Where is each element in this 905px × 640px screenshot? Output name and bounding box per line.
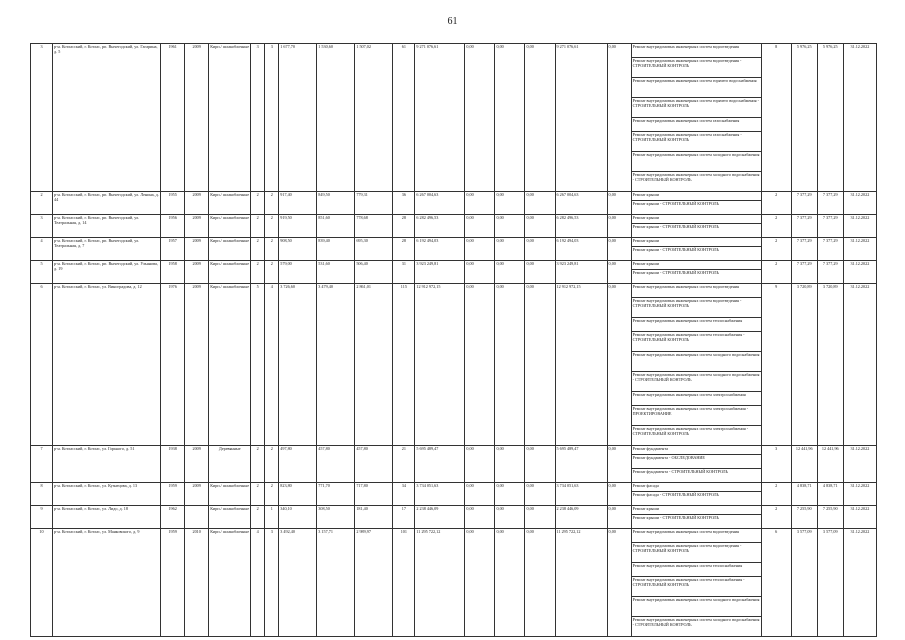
wall-material-cell: Кирп./ шлакоблочные: [209, 238, 251, 261]
entrances-cell: 2: [265, 446, 279, 483]
work-type-cell: Ремонт внутридомовых инженерных систем водоотведения - СТРОИТЕЛЬНЫЙ КОНТРОЛЬ: [631, 298, 761, 318]
area-living-cell: 839,40: [317, 238, 355, 261]
area-living-cell: 771,70: [317, 483, 355, 506]
work-type-cell: Ремонт внутридомовых инженерных систем газоснабжения: [631, 118, 761, 132]
area-living-cell: 3 157,71: [317, 529, 355, 637]
area-total-cell: 823,80: [279, 483, 317, 506]
fund-municipal-cell: 0,00: [525, 529, 555, 637]
page-number: 61: [447, 16, 458, 27]
area-living-cell: 531,60: [317, 261, 355, 284]
fund-regional-cell: 0,00: [495, 44, 525, 192]
fund-federal-cell: 0,00: [465, 446, 495, 483]
entrances-cell: 2: [265, 261, 279, 284]
row-number: 3: [31, 44, 53, 192]
floors-cell: 2: [251, 261, 265, 284]
floors-cell: 2: [251, 483, 265, 506]
cost-per-m2-max-cell: 5 976,25: [817, 44, 843, 192]
cost-total-cell: 11 295 722,12: [415, 529, 465, 637]
year-privatized-cell: [185, 506, 209, 529]
fund-municipal-cell: 0,00: [525, 238, 555, 261]
entrances-cell: 3: [265, 529, 279, 637]
wall-material-cell: Деревянные: [209, 446, 251, 483]
deadline-cell: 31.12.2022: [843, 44, 876, 192]
deadline-cell: 31.12.2022: [843, 215, 876, 238]
cost-per-m2-max-cell: 7 377,29: [817, 238, 843, 261]
year-built-cell: 1938: [161, 446, 185, 483]
wall-material-cell: Кирп./ шлакоблочные: [209, 529, 251, 637]
area-total-cell: 3 726,60: [279, 284, 317, 446]
fund-federal-cell: 0,00: [465, 192, 495, 215]
row-number: 7: [31, 446, 53, 483]
work-count-cell: 6: [761, 529, 791, 637]
address-cell: р-н. Котласский, г. Котлас, ул. Кузнецова, д. 13: [53, 483, 161, 506]
cost-total-cell: 12 912 972,15: [415, 284, 465, 446]
work-type-cell: Ремонт внутридомовых инженерных систем газоснабжения - СТРОИТЕЛЬНЫЙ КОНТРОЛЬ: [631, 132, 761, 152]
cost-total-cell: 6 192 494,03: [415, 238, 465, 261]
fund-owners-cell: 6 267 004,63: [555, 192, 607, 215]
floors-cell: 4: [251, 529, 265, 637]
area-total-cell: 340,10: [279, 506, 317, 529]
work-type-cell: Ремонт внутридомовых инженерных систем электроснабжения - СТРОИТЕЛЬНЫЙ КОНТРОЛЬ: [631, 426, 761, 446]
work-count-cell: 2: [761, 215, 791, 238]
work-type-cell: Ремонт крыши: [631, 215, 761, 224]
row-number: 4: [31, 238, 53, 261]
fund-federal-cell: 0,00: [465, 529, 495, 637]
residents-cell: 34: [393, 483, 415, 506]
work-type-cell: Ремонт внутридомовых инженерных систем водоотведения: [631, 529, 761, 543]
floors-cell: 2: [251, 215, 265, 238]
row-number: 5: [31, 261, 53, 284]
fund-other-cell: 0,00: [607, 238, 631, 261]
cost-per-m2-cell: 7 377,29: [791, 261, 817, 284]
fund-owners-cell: 5 695 489,47: [555, 446, 607, 483]
register-table-body: [31, 44, 877, 637]
floors-cell: 2: [251, 446, 265, 483]
work-count-cell: 2: [761, 483, 791, 506]
work-type-cell: Ремонт фасада: [631, 483, 761, 492]
fund-municipal-cell: 0,00: [525, 446, 555, 483]
deadline-cell: 31.12.2022: [843, 284, 876, 446]
work-count-cell: 2: [761, 506, 791, 529]
year-built-cell: 1957: [161, 238, 185, 261]
fund-other-cell: 0,00: [607, 261, 631, 284]
work-type-cell: Ремонт внутридомовых инженерных систем электроснабжения: [631, 392, 761, 406]
cost-per-m2-cell: 7 255,90: [791, 506, 817, 529]
cost-per-m2-max-cell: 7 377,29: [817, 261, 843, 284]
deadline-cell: 31.12.2022: [843, 238, 876, 261]
area-residential-cell: 181,40: [355, 506, 393, 529]
fund-regional-cell: 0,00: [495, 192, 525, 215]
fund-regional-cell: 0,00: [495, 506, 525, 529]
work-count-cell: 8: [761, 44, 791, 192]
fund-regional-cell: 0,00: [495, 284, 525, 446]
residents-cell: 21: [393, 446, 415, 483]
work-type-cell: Ремонт внутридомовых инженерных систем водоотведения: [631, 44, 761, 58]
entrances-cell: 2: [265, 192, 279, 215]
cost-per-m2-max-cell: 7 255,90: [817, 506, 843, 529]
cost-total-cell: 6 282 496,53: [415, 215, 465, 238]
year-privatized-cell: 2009: [185, 483, 209, 506]
fund-owners-cell: 9 271 076,61: [555, 44, 607, 192]
entrances-cell: 2: [265, 238, 279, 261]
work-type-cell: Ремонт фундамента - ОБСЛЕДОВАНИЕ: [631, 455, 761, 469]
work-type-cell: Ремонт внутридомовых инженерных систем водоотведения - СТРОИТЕЛЬНЫЙ КОНТРОЛЬ: [631, 58, 761, 78]
residents-cell: 101: [393, 529, 415, 637]
cost-per-m2-cell: 7 377,29: [791, 192, 817, 215]
row-number: 8: [31, 483, 53, 506]
table-row: [31, 284, 877, 298]
table-row: [31, 529, 877, 543]
deadline-cell: 31.12.2022: [843, 529, 876, 637]
address-cell: р-н. Котласский, г. Котлас, рп. Вычегодский, ул. Театральная, д. 7: [53, 238, 161, 261]
work-type-cell: Ремонт фасада - СТРОИТЕЛЬНЫЙ КОНТРОЛЬ: [631, 492, 761, 506]
area-total-cell: 497,80: [279, 446, 317, 483]
area-residential-cell: 779,31: [355, 192, 393, 215]
work-type-cell: Ремонт крыши: [631, 506, 761, 515]
entrances-cell: 2: [265, 483, 279, 506]
area-total-cell: 917,40: [279, 192, 317, 215]
area-residential-cell: 2 861,01: [355, 284, 393, 446]
fund-other-cell: 0,00: [607, 529, 631, 637]
year-privatized-cell: 2009: [185, 446, 209, 483]
table-row: [31, 446, 877, 455]
year-built-cell: 1959: [161, 483, 185, 506]
fund-regional-cell: 0,00: [495, 483, 525, 506]
cost-per-m2-max-cell: 3 577,09: [817, 529, 843, 637]
area-total-cell: 908,50: [279, 238, 317, 261]
address-cell: р-н. Котласский, г. Котлас, рп. Вычегодский, ул. Театральная, д. 14: [53, 215, 161, 238]
residents-cell: 115: [393, 284, 415, 446]
work-type-cell: Ремонт крыши - СТРОИТЕЛЬНЫЙ КОНТРОЛЬ: [631, 247, 761, 261]
floors-cell: 2: [251, 506, 265, 529]
fund-federal-cell: 0,00: [465, 44, 495, 192]
fund-municipal-cell: 0,00: [525, 261, 555, 284]
fund-other-cell: 0,00: [607, 44, 631, 192]
fund-other-cell: 0,00: [607, 483, 631, 506]
work-count-cell: 3: [761, 446, 791, 483]
work-type-cell: Ремонт фундамента - СТРОИТЕЛЬНЫЙ КОНТРОЛЬ: [631, 469, 761, 483]
table-row: [31, 44, 877, 58]
area-total-cell: 3 492,40: [279, 529, 317, 637]
row-number: 3: [31, 215, 53, 238]
year-built-cell: 1976: [161, 284, 185, 446]
cost-total-cell: 6 267 004,63: [415, 192, 465, 215]
residents-cell: 61: [393, 44, 415, 192]
wall-material-cell: Кирп./ шлакоблочные: [209, 44, 251, 192]
work-type-cell: Ремонт внутридомовых инженерных систем водоотведения: [631, 284, 761, 298]
fund-owners-cell: 11 295 722,12: [555, 529, 607, 637]
work-type-cell: Ремонт крыши: [631, 238, 761, 247]
fund-municipal-cell: 0,00: [525, 215, 555, 238]
fund-federal-cell: 0,00: [465, 215, 495, 238]
cost-per-m2-cell: 5 976,25: [791, 44, 817, 192]
year-privatized-cell: 2010: [185, 529, 209, 637]
fund-owners-cell: 6 282 496,53: [555, 215, 607, 238]
fund-owners-cell: 2 238 446,09: [555, 506, 607, 529]
entrances-cell: 1: [265, 506, 279, 529]
deadline-cell: 31.12.2022: [843, 261, 876, 284]
work-type-cell: Ремонт внутридомовых инженерных систем теплоснабжения - СТРОИТЕЛЬНЫЙ КОНТРОЛЬ: [631, 577, 761, 597]
cost-per-m2-cell: 4 838,71: [791, 483, 817, 506]
work-type-cell: Ремонт внутридомовых инженерных систем холодного водоснабжения - СТРОИТЕЛЬНЫЙ КОНТРОЛЬ: [631, 172, 761, 192]
fund-other-cell: 0,00: [607, 192, 631, 215]
year-privatized-cell: 2009: [185, 261, 209, 284]
fund-federal-cell: 0,00: [465, 506, 495, 529]
area-living-cell: 3 479,40: [317, 284, 355, 446]
wall-material-cell: Кирп./ шлакоблочные: [209, 215, 251, 238]
work-type-cell: Ремонт внутридомовых инженерных систем электроснабжения - ПРОЕКТИРОВАНИЕ: [631, 406, 761, 426]
deadline-cell: 31.12.2022: [843, 192, 876, 215]
work-type-cell: Ремонт крыши: [631, 261, 761, 270]
floors-cell: 2: [251, 192, 265, 215]
year-privatized-cell: 2009: [185, 192, 209, 215]
year-privatized-cell: 2009: [185, 44, 209, 192]
year-privatized-cell: 2009: [185, 215, 209, 238]
year-built-cell: 1958: [161, 261, 185, 284]
cost-total-cell: 9 271 076,61: [415, 44, 465, 192]
year-built-cell: 1962: [161, 506, 185, 529]
table-row: [31, 261, 877, 270]
year-built-cell: 1955: [161, 192, 185, 215]
area-living-cell: 308,50: [317, 506, 355, 529]
fund-municipal-cell: 0,00: [525, 44, 555, 192]
cost-per-m2-cell: 7 377,29: [791, 238, 817, 261]
area-residential-cell: 457,80: [355, 446, 393, 483]
work-type-cell: Ремонт внутридомовых инженерных систем теплоснабжения: [631, 318, 761, 332]
area-living-cell: 851,60: [317, 215, 355, 238]
wall-material-cell: Кирп./ шлакоблочные: [209, 483, 251, 506]
year-built-cell: 1956: [161, 215, 185, 238]
table-row: [31, 483, 877, 492]
fund-municipal-cell: 0,00: [525, 284, 555, 446]
fund-federal-cell: 0,00: [465, 284, 495, 446]
work-type-cell: Ремонт внутридомовых инженерных систем холодного водоснабжения - СТРОИТЕЛЬНЫЙ КОНТРОЛЬ: [631, 617, 761, 637]
cost-per-m2-cell: 7 377,29: [791, 215, 817, 238]
entrances-cell: 4: [265, 284, 279, 446]
floors-cell: 5: [251, 284, 265, 446]
address-cell: р-н. Котласский, г. Котлас, рп. Вычегодский, ул. Гагарина, д. 5: [53, 44, 161, 192]
year-built-cell: 1959: [161, 529, 185, 637]
work-count-cell: 2: [761, 261, 791, 284]
deadline-cell: 31.12.2022: [843, 506, 876, 529]
address-cell: р-н. Котласский, г. Котлас, рп. Вычегодский, ул. Ульянова, д. 19: [53, 261, 161, 284]
cost-per-m2-max-cell: 4 838,71: [817, 483, 843, 506]
fund-other-cell: 0,00: [607, 284, 631, 446]
fund-federal-cell: 0,00: [465, 483, 495, 506]
work-type-cell: Ремонт внутридомовых инженерных систем холодного водоснабжения - СТРОИТЕЛЬНЫЙ КОНТРОЛЬ: [631, 372, 761, 392]
address-cell: р-н. Котласский, г. Котлас, ул. Горького, д. 51: [53, 446, 161, 483]
area-total-cell: 1 677,70: [279, 44, 317, 192]
work-count-cell: 2: [761, 238, 791, 261]
work-type-cell: Ремонт внутридомовых инженерных систем теплоснабжения - СТРОИТЕЛЬНЫЙ КОНТРОЛЬ: [631, 332, 761, 352]
fund-other-cell: 0,00: [607, 215, 631, 238]
area-residential-cell: 506,40: [355, 261, 393, 284]
wall-material-cell: Кирп./ шлакоблочные: [209, 192, 251, 215]
table-row: [31, 192, 877, 201]
floors-cell: 3: [251, 44, 265, 192]
table-row: [31, 215, 877, 224]
row-number: 10: [31, 529, 53, 637]
row-number: 6: [31, 284, 53, 446]
year-privatized-cell: 2009: [185, 238, 209, 261]
cost-total-cell: 3 734 051,63: [415, 483, 465, 506]
entrances-cell: 3: [265, 44, 279, 192]
address-cell: р-н. Котласский, г. Котлас, ул. Лидо, д. 18: [53, 506, 161, 529]
wall-material-cell: Кирп./ шлакоблочные: [209, 261, 251, 284]
year-privatized-cell: 2009: [185, 284, 209, 446]
fund-regional-cell: 0,00: [495, 215, 525, 238]
cost-per-m2-max-cell: 12 441,96: [817, 446, 843, 483]
area-residential-cell: 695,30: [355, 238, 393, 261]
work-type-cell: Ремонт внутридомовых инженерных систем холодного водоснабжения: [631, 152, 761, 172]
fund-regional-cell: 0,00: [495, 261, 525, 284]
area-total-cell: 919,50: [279, 215, 317, 238]
table-row: [31, 506, 877, 515]
fund-owners-cell: 12 912 972,15: [555, 284, 607, 446]
work-type-cell: Ремонт внутридомовых инженерных систем холодного водоснабжения: [631, 597, 761, 617]
wall-material-cell: Кирп./ шлакоблочные: [209, 506, 251, 529]
work-type-cell: Ремонт крыши - СТРОИТЕЛЬНЫЙ КОНТРОЛЬ: [631, 515, 761, 529]
residents-cell: 36: [393, 192, 415, 215]
work-type-cell: Ремонт внутридомовых инженерных систем водоотведения - СТРОИТЕЛЬНЫЙ КОНТРОЛЬ: [631, 543, 761, 563]
area-living-cell: 1 530,60: [317, 44, 355, 192]
fund-regional-cell: 0,00: [495, 529, 525, 637]
address-cell: р-н. Котласский, г. Котлас, ул. Виноградова, д. 12: [53, 284, 161, 446]
cost-per-m2-max-cell: 7 377,29: [817, 215, 843, 238]
fund-owners-cell: 3 923 249,81: [555, 261, 607, 284]
work-type-cell: Ремонт крыши - СТРОИТЕЛЬНЫЙ КОНТРОЛЬ: [631, 270, 761, 284]
work-type-cell: Ремонт крыши - СТРОИТЕЛЬНЫЙ КОНТРОЛЬ: [631, 201, 761, 215]
fund-regional-cell: 0,00: [495, 446, 525, 483]
cost-total-cell: 5 695 489,47: [415, 446, 465, 483]
area-residential-cell: 1 507,02: [355, 44, 393, 192]
row-number: 2: [31, 192, 53, 215]
deadline-cell: 31.12.2022: [843, 483, 876, 506]
fund-other-cell: 0,00: [607, 446, 631, 483]
address-cell: р-н. Котласский, г. Котлас, ул. Маяковского, д. 9: [53, 529, 161, 637]
residents-cell: 17: [393, 506, 415, 529]
fund-municipal-cell: 0,00: [525, 192, 555, 215]
fund-owners-cell: 6 192 494,03: [555, 238, 607, 261]
wall-material-cell: Кирп./ шлакоблочные: [209, 284, 251, 446]
capital-repair-register-table: [30, 43, 877, 637]
cost-per-m2-max-cell: 7 377,29: [817, 192, 843, 215]
deadline-cell: 31.12.2022: [843, 446, 876, 483]
area-residential-cell: 2 989,97: [355, 529, 393, 637]
table-row: [31, 238, 877, 247]
work-type-cell: Ремонт внутридомовых инженерных систем теплоснабжения: [631, 563, 761, 577]
cost-total-cell: 3 923 249,81: [415, 261, 465, 284]
fund-federal-cell: 0,00: [465, 238, 495, 261]
work-count-cell: 9: [761, 284, 791, 446]
area-living-cell: 457,80: [317, 446, 355, 483]
fund-municipal-cell: 0,00: [525, 506, 555, 529]
work-type-cell: Ремонт внутридомовых инженерных систем холодного водоснабжения: [631, 352, 761, 372]
area-living-cell: 849,50: [317, 192, 355, 215]
entrances-cell: 2: [265, 215, 279, 238]
work-count-cell: 2: [761, 192, 791, 215]
work-type-cell: Ремонт внутридомовых инженерных систем горячего водоснабжения: [631, 78, 761, 98]
address-cell: р-н. Котласский, г. Котлас, рп. Вычегодский, ул. Ленина, д. 44: [53, 192, 161, 215]
residents-cell: 28: [393, 215, 415, 238]
cost-per-m2-cell: 3 720,89: [791, 284, 817, 446]
fund-municipal-cell: 0,00: [525, 483, 555, 506]
floors-cell: 2: [251, 238, 265, 261]
work-type-cell: Ремонт внутридомовых инженерных систем горячего водоснабжения - СТРОИТЕЛЬНЫЙ КОНТРОЛЬ: [631, 98, 761, 118]
area-residential-cell: 717,80: [355, 483, 393, 506]
row-number: 9: [31, 506, 53, 529]
fund-federal-cell: 0,00: [465, 261, 495, 284]
work-type-cell: Ремонт крыши - СТРОИТЕЛЬНЫЙ КОНТРОЛЬ: [631, 224, 761, 238]
fund-other-cell: 0,00: [607, 506, 631, 529]
residents-cell: 31: [393, 261, 415, 284]
work-type-cell: Ремонт крыши: [631, 192, 761, 201]
year-built-cell: 1961: [161, 44, 185, 192]
work-type-cell: Ремонт фундамента: [631, 446, 761, 455]
area-residential-cell: 778,68: [355, 215, 393, 238]
fund-owners-cell: 3 734 051,63: [555, 483, 607, 506]
residents-cell: 28: [393, 238, 415, 261]
fund-regional-cell: 0,00: [495, 238, 525, 261]
area-total-cell: 579,00: [279, 261, 317, 284]
cost-per-m2-max-cell: 3 720,89: [817, 284, 843, 446]
cost-per-m2-cell: 12 441,96: [791, 446, 817, 483]
cost-total-cell: 2 238 446,09: [415, 506, 465, 529]
cost-per-m2-cell: 3 577,09: [791, 529, 817, 637]
